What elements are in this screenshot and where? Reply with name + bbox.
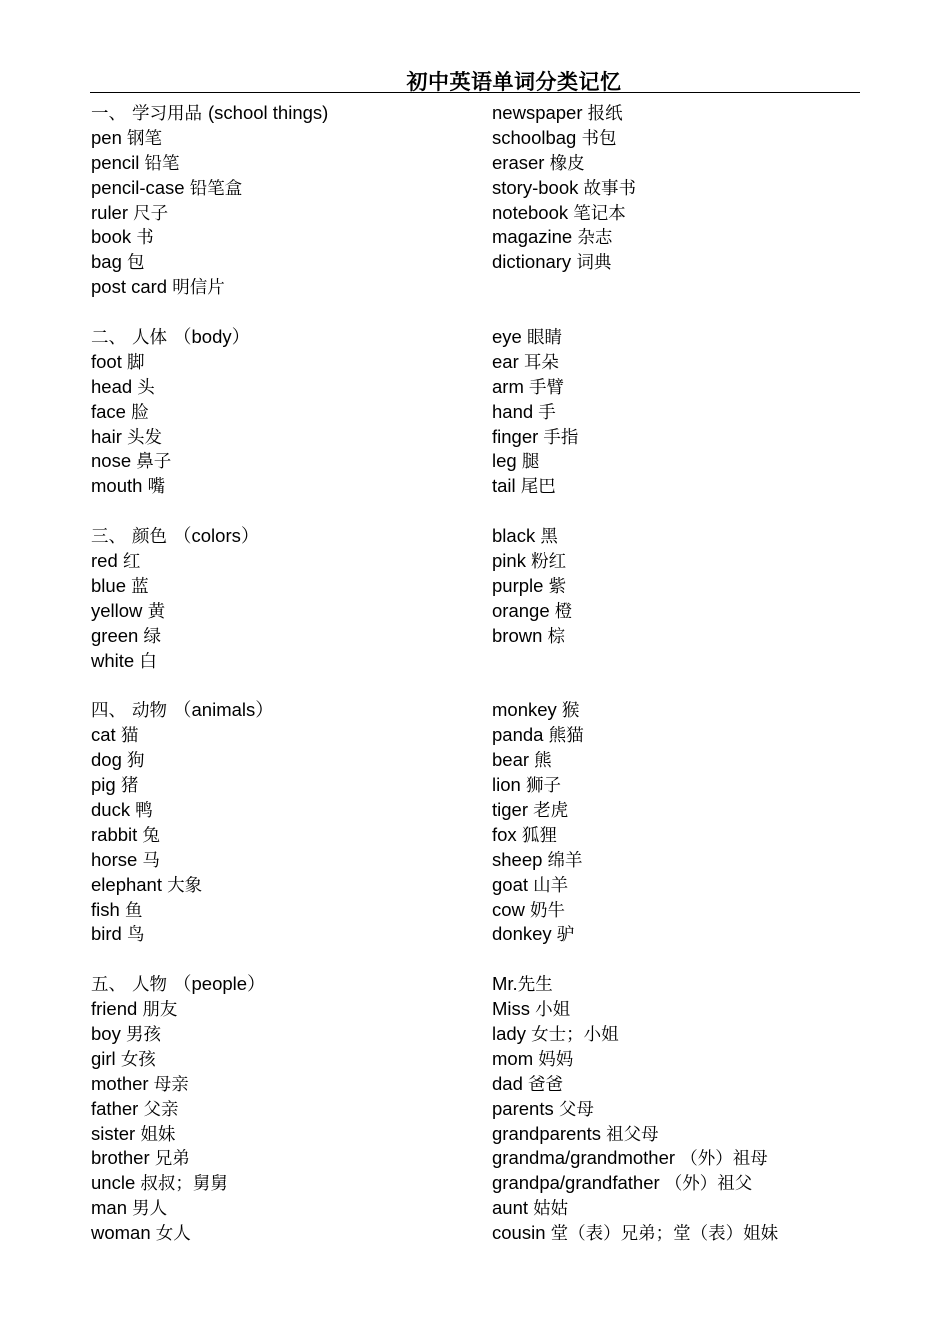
vocab-english: Miss xyxy=(492,998,531,1020)
vocab-english: Mr. xyxy=(492,973,518,995)
vocab-item xyxy=(492,698,882,723)
vocab-item xyxy=(91,375,481,400)
vocab-english: pencil xyxy=(91,151,140,173)
vocab-english: aunt xyxy=(492,1197,529,1219)
vocab-item xyxy=(492,898,882,923)
vocab-item xyxy=(91,1146,481,1171)
vocab-english: fox xyxy=(492,823,517,845)
vocab-english: uncle xyxy=(91,1172,136,1194)
vocab-item xyxy=(492,375,882,400)
vocab-chinese: 铅笔 xyxy=(144,153,180,174)
vocab-english: mouth xyxy=(91,475,143,497)
vocab-chinese: 头 xyxy=(137,377,155,398)
vocab-chinese: 鱼 xyxy=(124,900,143,921)
vocab-item xyxy=(91,997,481,1022)
vocab-english: orange xyxy=(492,599,550,621)
section-english-name: (school things) xyxy=(208,102,329,123)
vocab-chinese: 手臂 xyxy=(529,377,565,398)
vocab-chinese: 父亲 xyxy=(143,1099,179,1120)
vocab-chinese: 猫 xyxy=(120,726,139,747)
vocab-english: dictionary xyxy=(492,251,572,273)
vocab-english: head xyxy=(91,375,133,397)
vocab-chinese: 父母 xyxy=(558,1099,594,1120)
vocab-chinese: 橙 xyxy=(554,601,573,622)
vocab-english: donkey xyxy=(492,923,552,945)
vocab-chinese: 小姐 xyxy=(535,1000,571,1021)
vocab-english: leg xyxy=(492,450,517,472)
vocab-chinese: 男孩 xyxy=(125,1024,161,1045)
vocab-chinese: 姐妹 xyxy=(140,1124,176,1145)
vocab-item xyxy=(91,624,481,649)
vocab-english: foot xyxy=(91,350,122,372)
vocab-item xyxy=(91,798,481,823)
vocab-item xyxy=(492,848,882,873)
title-underline xyxy=(90,92,860,93)
section-name: 学习用品 xyxy=(132,104,202,124)
vocab-chinese: 杂志 xyxy=(577,228,613,249)
blank-line xyxy=(492,649,882,674)
vocab-chinese: 女孩 xyxy=(120,1049,156,1070)
vocab-item xyxy=(91,474,481,499)
vocab-english: nose xyxy=(91,450,132,472)
vocab-chinese: 脚 xyxy=(127,352,145,373)
vocab-english: dad xyxy=(492,1072,523,1094)
vocab-english: pig xyxy=(91,774,116,796)
vocab-chinese: 紫 xyxy=(548,576,567,597)
vocab-item xyxy=(91,823,481,848)
vocab-english: grandparents xyxy=(492,1122,602,1144)
vocab-chinese: 狐狸 xyxy=(521,825,557,846)
vocab-english: post card xyxy=(91,276,168,298)
vocab-item xyxy=(91,898,481,923)
vocab-item xyxy=(492,773,882,798)
vocab-chinese: 狗 xyxy=(127,751,145,772)
vocab-chinese: 故事书 xyxy=(583,178,637,199)
vocab-chinese: 笔记本 xyxy=(573,203,626,224)
section-name: 颜色 xyxy=(132,527,167,548)
vocab-item xyxy=(492,1072,882,1097)
section-gap xyxy=(492,673,882,698)
vocab-english: newspaper xyxy=(492,102,583,123)
section-gap xyxy=(492,947,882,972)
vocab-chinese: 妈妈 xyxy=(538,1049,574,1070)
vocab-item xyxy=(91,250,481,275)
vocab-chinese: 包 xyxy=(127,253,145,274)
vocab-chinese: 头发 xyxy=(127,427,162,448)
vocab-english: cow xyxy=(492,898,525,920)
vocab-english: cousin xyxy=(492,1222,546,1244)
vocab-english: girl xyxy=(91,1047,116,1069)
vocab-item xyxy=(492,1122,882,1147)
vocab-chinese: （外）祖父 xyxy=(664,1174,753,1195)
vocab-english: mom xyxy=(492,1047,534,1069)
section-english-name: （people） xyxy=(173,973,266,995)
vocab-chinese: 女人 xyxy=(155,1224,191,1245)
section-english-name: （animals） xyxy=(173,699,274,721)
vocab-item xyxy=(492,1047,882,1072)
vocab-chinese: 黑 xyxy=(540,527,558,548)
vocab-item xyxy=(492,997,882,1022)
section-heading xyxy=(91,698,481,723)
vocab-item xyxy=(492,574,882,599)
vocab-chinese: 兄弟 xyxy=(154,1149,190,1170)
vocab-english: hand xyxy=(492,400,534,422)
vocab-english: eraser xyxy=(492,151,545,173)
vocab-item xyxy=(492,798,882,823)
vocab-item xyxy=(91,151,481,176)
vocab-item xyxy=(91,350,481,375)
section-number: 三、 xyxy=(91,527,126,548)
vocab-english: schoolbag xyxy=(492,126,577,148)
vocab-item xyxy=(91,126,481,151)
vocab-chinese: 熊 xyxy=(534,751,552,772)
vocab-english: sheep xyxy=(492,848,543,870)
vocab-chinese: 脸 xyxy=(131,402,149,423)
vocab-chinese: 粉红 xyxy=(531,552,567,573)
vocab-english: monkey xyxy=(492,699,557,721)
vocab-item xyxy=(91,773,481,798)
vocab-english: tail xyxy=(492,475,516,497)
vocab-item xyxy=(492,151,882,176)
vocab-english: cat xyxy=(91,724,116,746)
vocab-chinese: 女士；小姐 xyxy=(531,1024,619,1045)
vocab-english: white xyxy=(91,649,135,671)
vocab-chinese: 爸爸 xyxy=(528,1074,564,1095)
section-number: 五、 xyxy=(91,975,126,996)
section-heading xyxy=(91,101,481,126)
vocab-english: arm xyxy=(492,375,524,397)
vocab-item xyxy=(492,823,882,848)
vocab-item xyxy=(492,126,882,151)
section-english-name: （colors） xyxy=(173,525,260,547)
vocab-chinese: 黄 xyxy=(147,601,166,622)
vocab-english: brown xyxy=(492,624,543,646)
vocab-chinese: 马 xyxy=(142,850,160,871)
section-gap xyxy=(91,673,481,698)
section-number: 一、 xyxy=(91,104,126,124)
vocab-english: duck xyxy=(91,798,131,820)
vocab-item xyxy=(492,1097,882,1122)
vocab-item xyxy=(492,1171,882,1196)
vocab-english: grandma/grandmother xyxy=(492,1147,676,1169)
blank-line xyxy=(492,275,882,300)
vocab-chinese: 嘴 xyxy=(147,477,166,498)
vocab-chinese: 堂（表）兄弟；堂（表）姐妹 xyxy=(550,1224,779,1245)
vocab-english: woman xyxy=(91,1222,151,1244)
vocab-item xyxy=(492,599,882,624)
vocab-item xyxy=(492,101,882,126)
vocab-english: pencil-case xyxy=(91,176,185,198)
vocab-english: dog xyxy=(91,749,122,771)
vocab-item xyxy=(91,873,481,898)
vocab-chinese: 朋友 xyxy=(142,1000,178,1021)
vocab-item xyxy=(91,1196,481,1221)
vocab-item xyxy=(492,425,882,450)
vocab-english: bear xyxy=(492,749,530,771)
vocab-english: sister xyxy=(91,1122,136,1144)
vocab-item xyxy=(492,176,882,201)
vocab-chinese: （外）祖母 xyxy=(680,1149,768,1170)
vocab-chinese: 先生 xyxy=(517,975,553,996)
vocab-english: purple xyxy=(492,574,544,596)
vocab-english: bird xyxy=(91,923,122,945)
vocab-chinese: 腿 xyxy=(521,452,540,473)
vocab-item xyxy=(492,873,882,898)
vocab-item xyxy=(91,1221,481,1246)
vocab-chinese: 红 xyxy=(122,552,141,573)
vocab-item xyxy=(492,1221,882,1246)
vocab-chinese: 大象 xyxy=(167,875,203,896)
vocab-english: pink xyxy=(492,550,526,572)
vocab-item xyxy=(91,748,481,773)
vocab-english: blue xyxy=(91,574,126,596)
vocab-english: red xyxy=(91,550,118,572)
vocab-chinese: 尾巴 xyxy=(520,477,556,498)
vocab-chinese: 兔 xyxy=(142,825,160,846)
section-name: 人体 xyxy=(132,328,167,349)
vocab-english: father xyxy=(91,1097,139,1119)
vocab-item xyxy=(91,1097,481,1122)
vocab-chinese: 祖父母 xyxy=(606,1124,659,1145)
vocab-chinese: 绿 xyxy=(143,626,161,647)
section-gap xyxy=(91,300,481,325)
vocab-item xyxy=(91,1072,481,1097)
vocab-item xyxy=(492,624,882,649)
vocab-chinese: 报纸 xyxy=(587,104,623,124)
section-gap xyxy=(492,300,882,325)
vocab-english: tiger xyxy=(492,798,528,820)
vocab-chinese: 姑姑 xyxy=(533,1199,569,1220)
section-number: 四、 xyxy=(91,701,126,722)
vocab-item xyxy=(492,723,882,748)
vocab-chinese: 男人 xyxy=(132,1199,168,1220)
vocab-english: boy xyxy=(91,1022,121,1044)
vocab-english: panda xyxy=(492,724,544,746)
vocab-chinese: 耳朵 xyxy=(523,352,559,373)
vocab-chinese: 猪 xyxy=(120,776,139,797)
vocab-item xyxy=(91,1047,481,1072)
vocab-item xyxy=(91,848,481,873)
page-title: 初中英语单词分类记忆 xyxy=(406,69,622,94)
vocab-english: goat xyxy=(492,873,529,895)
vocab-english: green xyxy=(91,624,139,646)
vocab-chinese: 书包 xyxy=(581,128,617,149)
vocab-item xyxy=(492,474,882,499)
vocab-chinese: 驴 xyxy=(556,925,575,946)
vocab-chinese: 老虎 xyxy=(533,800,569,821)
vocab-english: face xyxy=(91,400,126,422)
vocab-item xyxy=(91,649,481,674)
vocab-english: pen xyxy=(91,126,122,148)
vocab-item xyxy=(492,549,882,574)
vocab-chinese: 手 xyxy=(538,402,556,423)
vocab-english: parents xyxy=(492,1097,554,1119)
vocab-english: finger xyxy=(492,425,539,447)
section-english-name: （body） xyxy=(173,326,251,348)
vocab-item xyxy=(492,922,882,947)
vocab-item xyxy=(492,748,882,773)
vocab-english: friend xyxy=(91,998,138,1020)
vocab-chinese: 狮子 xyxy=(525,776,561,797)
vocab-english: eye xyxy=(492,326,522,348)
vocab-chinese: 鸭 xyxy=(135,800,153,821)
vocab-item xyxy=(492,350,882,375)
vocab-chinese: 绵羊 xyxy=(547,850,583,871)
vocab-chinese: 母亲 xyxy=(153,1074,189,1095)
vocab-english: brother xyxy=(91,1147,150,1169)
vocab-english: rabbit xyxy=(91,823,138,845)
section-heading xyxy=(91,325,481,350)
vocab-item xyxy=(492,972,882,997)
vocab-english: ruler xyxy=(91,201,129,223)
right-column xyxy=(492,101,882,1246)
vocab-chinese: 蓝 xyxy=(131,576,149,597)
vocab-english: mother xyxy=(91,1072,149,1094)
vocab-item xyxy=(91,275,481,300)
vocab-item xyxy=(492,1196,882,1221)
vocab-chinese: 钢笔 xyxy=(127,128,163,149)
vocab-item xyxy=(91,400,481,425)
vocab-item xyxy=(91,549,481,574)
vocab-item xyxy=(91,201,481,226)
vocab-english: story-book xyxy=(492,176,579,198)
vocab-chinese: 奶牛 xyxy=(530,900,566,921)
vocab-item xyxy=(492,449,882,474)
vocab-item xyxy=(91,1122,481,1147)
vocab-english: horse xyxy=(91,848,138,870)
vocab-item xyxy=(91,176,481,201)
vocab-chinese: 眼睛 xyxy=(526,328,562,349)
vocab-chinese: 熊猫 xyxy=(548,726,584,747)
vocab-item xyxy=(91,723,481,748)
vocab-english: ear xyxy=(492,350,519,372)
vocab-chinese: 鼻子 xyxy=(136,452,172,473)
vocab-english: book xyxy=(91,226,132,248)
vocab-chinese: 明信片 xyxy=(172,278,225,299)
vocab-english: bag xyxy=(91,251,122,273)
section-gap xyxy=(492,499,882,524)
vocab-chinese: 棕 xyxy=(547,626,566,647)
vocab-english: grandpa/grandfather xyxy=(492,1172,660,1194)
vocab-item xyxy=(91,225,481,250)
section-number: 二、 xyxy=(91,328,126,349)
vocab-chinese: 手指 xyxy=(543,427,579,448)
vocab-item xyxy=(492,1022,882,1047)
section-heading xyxy=(91,524,481,549)
vocab-chinese: 词典 xyxy=(576,253,612,274)
vocab-item xyxy=(492,201,882,226)
vocab-english: magazine xyxy=(492,226,573,248)
vocab-item xyxy=(492,250,882,275)
section-name: 人物 xyxy=(132,975,167,996)
vocab-english: lady xyxy=(492,1022,526,1044)
vocab-chinese: 鸟 xyxy=(127,925,145,946)
vocab-english: notebook xyxy=(492,201,569,223)
vocab-item xyxy=(91,449,481,474)
section-name: 动物 xyxy=(132,701,167,722)
vocab-chinese: 山羊 xyxy=(533,875,569,896)
vocab-english: yellow xyxy=(91,599,143,621)
vocab-english: lion xyxy=(492,774,521,796)
left-column xyxy=(91,101,481,1246)
vocab-chinese: 叔叔；舅舅 xyxy=(140,1174,228,1195)
vocab-english: man xyxy=(91,1197,127,1219)
vocab-chinese: 白 xyxy=(139,651,157,672)
vocab-chinese: 书 xyxy=(136,228,154,249)
vocab-english: hair xyxy=(91,425,122,447)
vocab-english: elephant xyxy=(91,873,162,895)
vocab-chinese: 橡皮 xyxy=(549,153,585,174)
vocab-item xyxy=(91,1171,481,1196)
vocab-item xyxy=(91,425,481,450)
vocab-item xyxy=(91,574,481,599)
vocab-english: fish xyxy=(91,898,120,920)
vocab-item xyxy=(492,400,882,425)
vocab-item xyxy=(91,599,481,624)
section-gap xyxy=(91,947,481,972)
vocab-chinese: 尺子 xyxy=(133,203,169,224)
vocab-english: black xyxy=(492,525,536,547)
vocab-item xyxy=(492,1146,882,1171)
vocab-item xyxy=(492,524,882,549)
vocab-item xyxy=(91,1022,481,1047)
vocab-chinese: 猴 xyxy=(561,701,580,722)
vocab-item xyxy=(492,225,882,250)
section-gap xyxy=(91,499,481,524)
vocab-chinese: 铅笔盒 xyxy=(189,178,243,199)
vocab-item xyxy=(91,922,481,947)
vocab-item xyxy=(492,325,882,350)
section-heading xyxy=(91,972,481,997)
